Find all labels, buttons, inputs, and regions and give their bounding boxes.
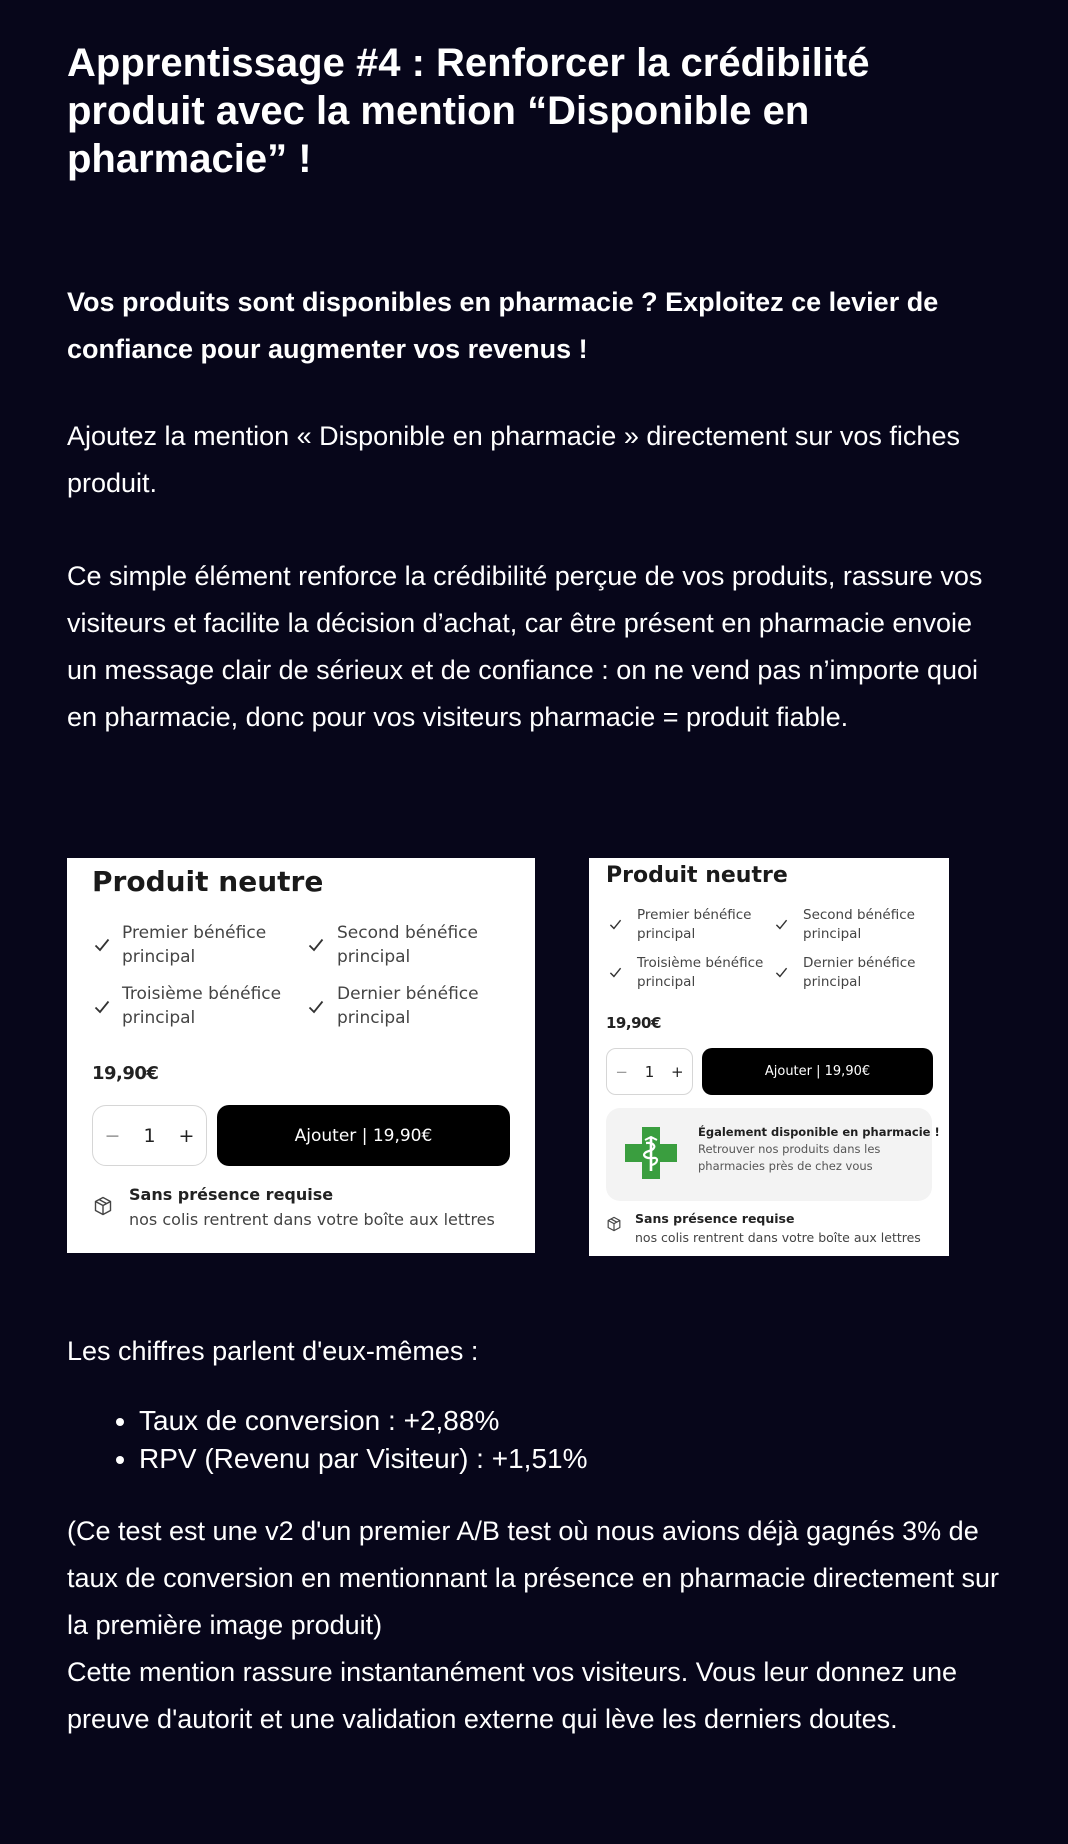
pharmacy-title: Également disponible en pharmacie ! — [698, 1125, 940, 1139]
result-item: • Taux de conversion : +2,88% — [139, 1402, 587, 1440]
benefit-item: Premier bénéfice principal — [122, 923, 267, 967]
quantity-stepper[interactable] — [606, 1048, 693, 1095]
benefit-item: Premier bénéfice principal — [637, 907, 752, 942]
check-icon — [94, 1000, 110, 1014]
shipping-title: Sans présence requise — [129, 1185, 334, 1204]
add-to-cart-button[interactable]: Ajouter | 19,90€ — [217, 1105, 510, 1166]
closing-text: Cette mention rassure instantanément vos visiteurs. Vous leur donnez une preuve d'autorit et une validation externe qui lève les derniers doutes. — [67, 1657, 957, 1734]
increment-button[interactable]: + — [178, 1124, 195, 1147]
result-item: • RPV (Revenu par Visiteur) : +1,51% — [139, 1440, 587, 1478]
check-icon — [775, 919, 788, 930]
note-text: (Ce test est une v2 d'un premier A/B test où nous avions déjà gagnés 3% de taux de conversion en mentionnant la présence en pharmacie directement sur la première image produit) — [67, 1516, 1000, 1640]
benefit-item: Dernier bénéfice principal — [803, 955, 916, 990]
shipping-text: nos colis rentrent dans votre boîte aux lettres — [635, 1230, 921, 1245]
benefit-item: Dernier bénéfice principal — [337, 984, 479, 1028]
benefit-item: Troisième bénéfice principal — [637, 955, 764, 990]
decrement-button[interactable]: − — [615, 1062, 628, 1081]
check-icon — [94, 938, 110, 952]
results-list — [67, 1402, 587, 1478]
price: 19,90€ — [92, 1063, 159, 1084]
benefit-item: Second bénéfice principal — [337, 923, 478, 967]
add-to-cart-button[interactable]: Ajouter | 19,90€ — [702, 1048, 933, 1095]
product-card-control — [67, 858, 535, 1253]
check-icon — [308, 938, 324, 952]
shipping-title: Sans présence requise — [635, 1211, 795, 1226]
quantity-value: 1 — [143, 1124, 156, 1147]
paragraph-2: Ce simple élément renforce la crédibilité perçue de vos produits, rassure vos visiteurs et facilite la décision d’achat, car être présent en pharmacie envoie un message clair de sérieux et de confiance : on ne vend pas n’importe quoi en pharmacie, donc pour vos visiteurs pharmacie = produit fiable. — [67, 561, 983, 732]
results-intro: Les chiffres parlent d'eux-mêmes : — [67, 1336, 479, 1366]
quantity-value: 1 — [644, 1062, 655, 1081]
package-icon — [607, 1216, 621, 1232]
benefit-item: Second bénéfice principal — [803, 907, 915, 942]
product-card-variant — [589, 858, 949, 1256]
quantity-stepper[interactable] — [92, 1105, 207, 1166]
pharmacy-cross-icon — [625, 1127, 677, 1179]
product-title: Produit neutre — [606, 863, 788, 888]
shipping-text: nos colis rentrent dans votre boîte aux lettres — [129, 1210, 495, 1229]
benefit-item: Troisième bénéfice principal — [122, 984, 282, 1028]
pharmacy-text: Retrouver nos produits dans les pharmacies près de chez vous — [698, 1142, 881, 1173]
shipping-info — [129, 1182, 495, 1232]
check-icon — [609, 967, 622, 978]
check-icon — [775, 967, 788, 978]
package-icon — [94, 1196, 112, 1216]
price: 19,90€ — [606, 1014, 661, 1032]
product-title: Produit neutre — [92, 865, 324, 898]
paragraph-1: Ajoutez la mention « Disponible en pharmacie » directement sur vos fiches produit. — [67, 421, 960, 498]
lead-paragraph: Vos produits sont disponibles en pharmacie ? Exploitez ce levier de confiance pour augmenter vos revenus ! — [67, 287, 939, 364]
pharmacy-badge — [606, 1108, 940, 1201]
decrement-button[interactable]: − — [104, 1124, 121, 1147]
check-icon — [609, 919, 622, 930]
shipping-info — [635, 1209, 921, 1247]
check-icon — [308, 1000, 324, 1014]
increment-button[interactable]: + — [671, 1062, 684, 1081]
page-title: Apprentissage #4 : Renforcer la crédibilité produit avec la mention “Disponible en pharmacie” ! — [67, 41, 870, 181]
closing-paragraph — [67, 1508, 1002, 1743]
